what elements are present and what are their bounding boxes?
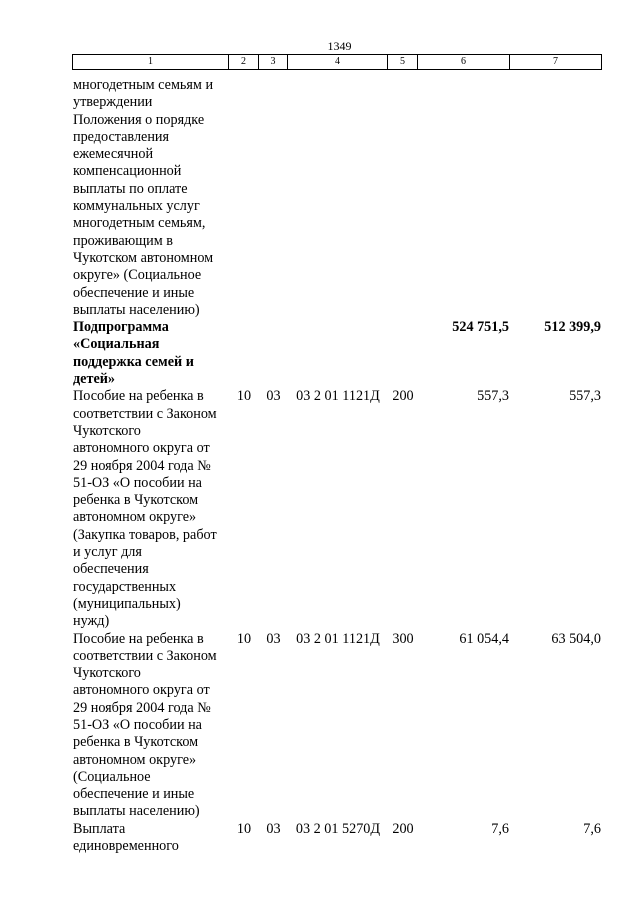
row-amount-2: 512 399,9 [544,319,601,336]
table-body [73,77,602,855]
row-name: Выплата единовременного [73,820,179,855]
row-name: Подпрограмма «Социальная поддержка семей и детей» [73,319,194,388]
row-amount-1: 557,3 [477,388,509,405]
row-name: Пособие на ребенка в соответствии с Законом Чукотского автономного округа от 29 ноября 2004 года № 51-ОЗ «О пособии на ребенка в Чукотском автономном округе» (Закупка товаров, работ и услуг для обеспечения государственных (муниципальных) нужд) [73,388,217,630]
row-target-article: 03 2 01 1121Д [296,630,380,647]
header-col-4: 4 [287,55,387,69]
row-amount-2: 7,6 [583,820,601,837]
row-target-article: 03 2 01 1121Д [296,388,380,405]
row-target-article: 03 2 01 5270Д [295,820,381,837]
header-col-1: 1 [72,55,228,69]
row-subsection: 03 [266,820,281,837]
table-row [73,821,602,856]
page-number: 1349 [327,39,352,53]
row-subsection: 03 [266,630,281,647]
row-subsection: 03 [266,388,281,405]
row-expense-type: 200 [392,820,414,837]
header-col-7: 7 [509,55,602,69]
header-col-6: 6 [417,55,509,69]
row-section: 10 [236,388,252,405]
row-amount-1: 7,6 [491,820,509,837]
row-expense-type: 300 [392,630,414,647]
row-section: 10 [236,630,252,647]
row-amount-1: 524 751,5 [452,319,509,336]
table-row [73,77,602,319]
row-section: 10 [236,820,252,837]
row-name: многодетным семьям и утверждении Положения о порядке предоставления ежемесячной компенсационной выплаты по оплате коммунальных услуг многодетным семьям, проживающим в Чукотском автономном округе» (Социальное обеспечение и иные выплаты населению) [73,77,214,318]
table-header [72,54,602,70]
header-col-3: 3 [258,55,287,69]
header-col-2: 2 [228,55,258,69]
header-col-5: 5 [387,55,417,69]
table-row [73,631,602,821]
row-amount-1: 61 054,4 [459,630,509,647]
row-expense-type: 200 [392,388,414,405]
table-row [73,388,602,630]
row-amount-2: 63 504,0 [551,630,601,647]
table-row [73,319,602,388]
row-amount-2: 557,3 [569,388,601,405]
row-name: Пособие на ребенка в соответствии с Законом Чукотского автономного округа от 29 ноября 2004 года № 51-ОЗ «О пособии на ребенка в Чукотском автономном округе» (Социальное обеспечение и иные выплаты населению) [73,630,217,820]
